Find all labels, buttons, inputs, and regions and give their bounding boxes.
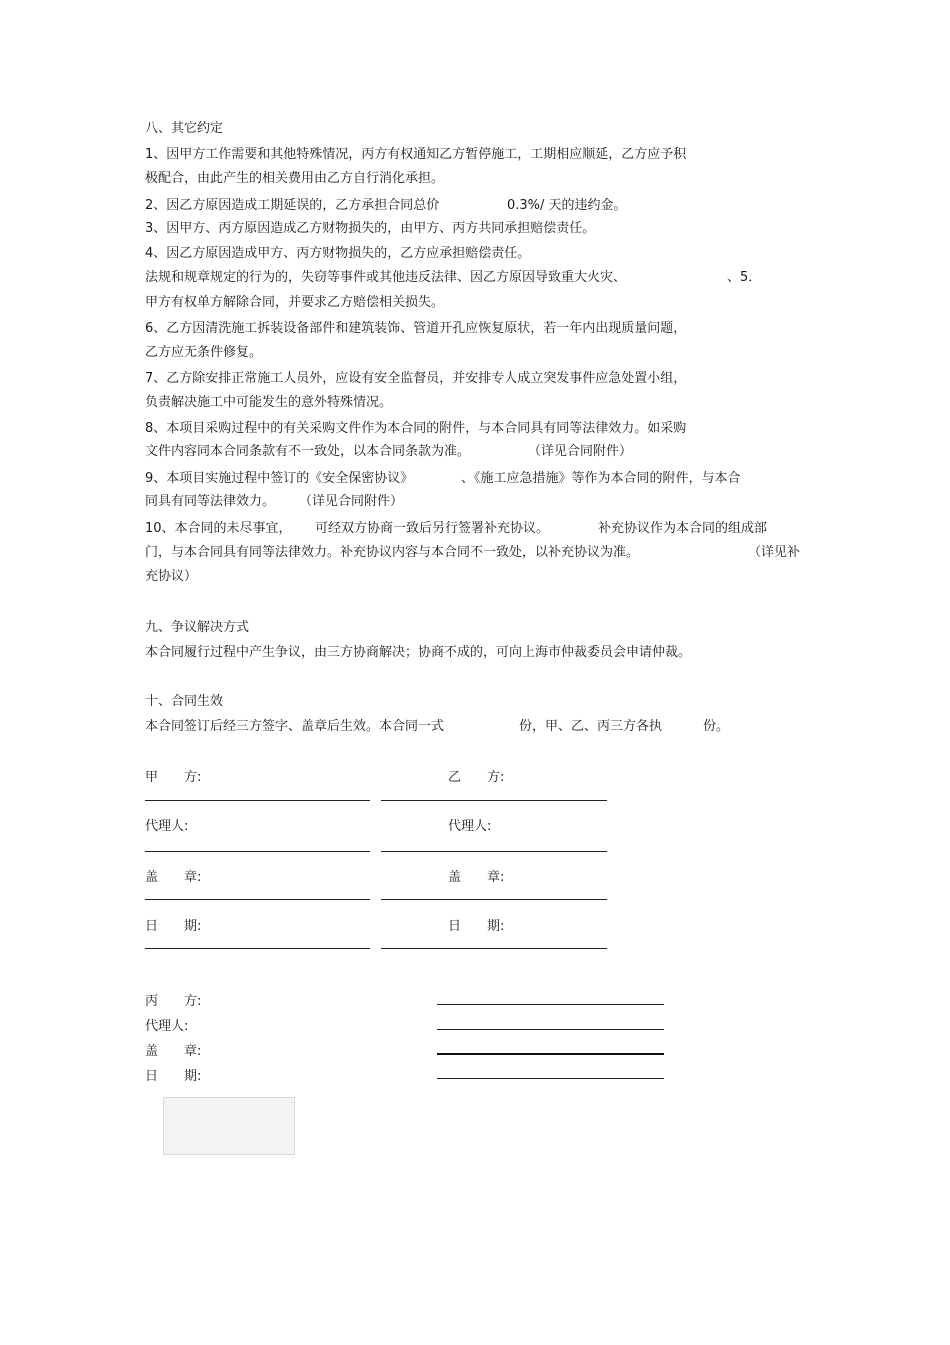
clause-5-line-2: 甲方有权单方解除合同，并要求乙方赔偿相关损失。 <box>145 295 445 310</box>
party-a-date-line[interactable] <box>145 948 370 949</box>
party-c-date-label: 日 期: <box>145 1069 202 1084</box>
clause-6-line-2: 乙方应无条件修复。 <box>145 345 263 360</box>
blank-stamp-area <box>163 1097 295 1155</box>
party-a-date-label: 日 期: <box>145 919 202 934</box>
clause-8-reference: （详见合同附件） <box>528 444 633 459</box>
section-9-text: 本合同履行过程中产生争议，由三方协商解决；协商不成的，可向上海市仲裁委员会申请仲裁。 <box>145 645 692 660</box>
party-a-seal-line[interactable] <box>145 899 370 900</box>
party-c-seal-line[interactable] <box>437 1053 664 1055</box>
clause-9-line-1b: 、《施工应急措施》等作为本合同的附件，与本合 <box>461 471 741 486</box>
clause-1-line-1: 1、因甲方工作需要和其他特殊情况，丙方有权通知乙方暂停施工，工期相应顺延，乙方应予积 <box>145 147 687 162</box>
clause-8-line-1: 8、本项目采购过程中的有关采购文件作为本合同的附件，与本合同具有同等法律效力。如采购 <box>145 421 687 436</box>
clause-10-line-2a: 门，与本合同具有同等法律效力。补充协议内容与本合同不一致处，以补充协议为准。 <box>145 545 640 560</box>
clause-10-line-2b: （详见补 <box>748 545 801 560</box>
clause-6-line-1: 6、乙方因清洗施工拆装设备部件和建筑装饰、管道开孔应恢复原状，若一年内出现质量问题， <box>145 321 687 336</box>
party-a-seal-label: 盖 章: <box>145 870 202 885</box>
clause-5-line-1: 法规和规章规定的行为的，失窃等事件或其他违反法律、因乙方原因导致重大火灾、 <box>145 270 627 285</box>
party-b-seal-line[interactable] <box>381 899 607 900</box>
party-a-signature-line[interactable] <box>145 800 370 801</box>
party-b-seal-label: 盖 章: <box>448 870 505 885</box>
clause-7-line-2: 负责解决施工中可能发生的意外特殊情况。 <box>145 395 393 410</box>
party-b-date-label: 日 期: <box>448 919 505 934</box>
section-10-text-1: 本合同签订后经三方签字、盖章后生效。本合同一式 <box>145 719 445 734</box>
clause-3: 3、因甲方、丙方原因造成乙方财物损失的，由甲方、丙方共同承担赔偿责任。 <box>145 221 596 236</box>
clause-2-penalty: 0.3%/ 天的违约金。 <box>507 198 627 213</box>
clause-10-line-3: 充协议） <box>145 569 198 584</box>
party-c-agent-label: 代理人: <box>145 1019 189 1034</box>
section-10-heading: 十、合同生效 <box>145 694 224 709</box>
clause-8-line-2: 文件内容同本合同条款有不一致处，以本合同条款为准。 <box>145 444 471 459</box>
party-c-seal-label: 盖 章: <box>145 1044 202 1059</box>
clause-5-number: 、5． <box>727 270 762 285</box>
party-c-date-line[interactable] <box>437 1078 664 1079</box>
party-a-label: 甲 方: <box>145 770 202 785</box>
section-8-heading: 八、其它约定 <box>145 121 224 136</box>
party-b-agent-line[interactable] <box>381 851 607 852</box>
section-10-text-2: 份，甲、乙、丙三方各执 <box>519 719 663 734</box>
clause-9-reference: （详见合同附件） <box>299 494 404 509</box>
clause-7-line-1: 7、乙方除安排正常施工人员外，应设有安全监督员，并安排专人成立突发事件应急处置小组， <box>145 371 687 386</box>
party-a-agent-line[interactable] <box>145 851 370 852</box>
section-10-text-3: 份。 <box>703 719 730 734</box>
party-b-signature-line[interactable] <box>381 800 607 801</box>
clause-2-text: 2、因乙方原因造成工期延误的，乙方承担合同总价 <box>145 198 440 213</box>
clause-4: 4、因乙方原因造成甲方、丙方财物损失的，乙方应承担赔偿责任。 <box>145 246 531 261</box>
party-a-agent-label: 代理人: <box>145 819 189 834</box>
party-b-agent-label: 代理人: <box>448 819 492 834</box>
clause-9-line-1a: 9、本项目实施过程中签订的《安全保密协议》 <box>145 471 414 486</box>
clause-1-line-2: 极配合，由此产生的相关费用由乙方自行消化承担。 <box>145 171 445 186</box>
party-c-label: 丙 方: <box>145 994 202 1009</box>
party-b-date-line[interactable] <box>381 948 607 949</box>
party-c-signature-line[interactable] <box>437 1004 664 1005</box>
section-9-heading: 九、争议解决方式 <box>145 620 250 635</box>
clause-10-line-1b: 可经双方协商一致后另行签署补充协议。 <box>315 521 550 536</box>
clause-10-line-1c: 补充协议作为本合同的组成部 <box>598 521 768 536</box>
party-c-agent-line[interactable] <box>437 1029 664 1030</box>
party-b-label: 乙 方: <box>448 770 505 785</box>
clause-10-line-1a: 10、本合同的未尽事宜， <box>145 521 292 536</box>
clause-9-line-2a: 同具有同等法律效力。 <box>145 494 276 509</box>
